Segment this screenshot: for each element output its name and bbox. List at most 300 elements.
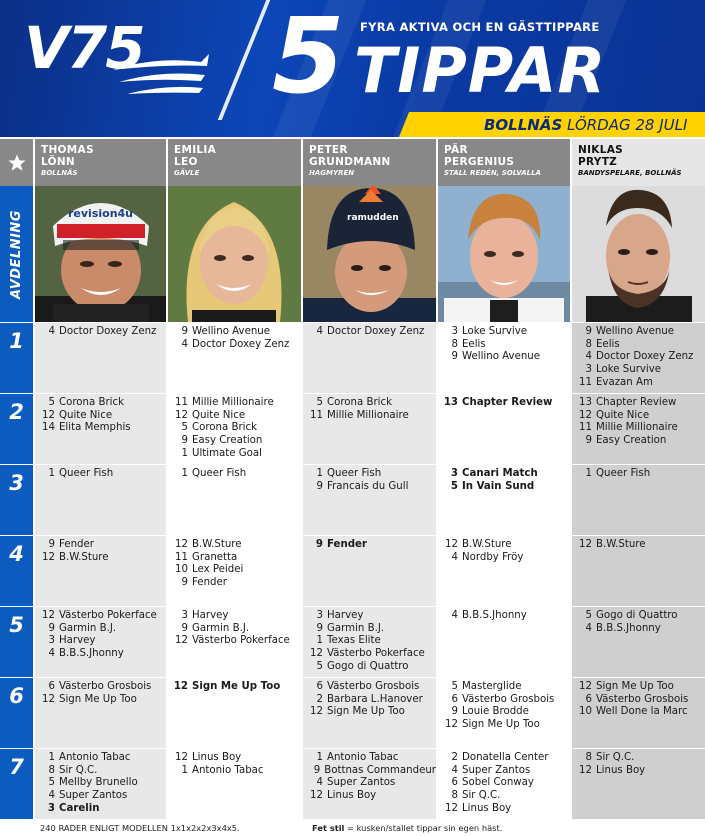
- horse-pick: [442, 752, 570, 765]
- beanie-sponsor: ramudden: [347, 213, 399, 223]
- horse-number: 5: [48, 397, 55, 408]
- horse-number: 11: [175, 551, 188, 563]
- v75-logo: [10, 8, 238, 108]
- horse-pick: [307, 706, 436, 719]
- horse-pick: [576, 539, 705, 552]
- race-number: 5: [0, 607, 33, 677]
- horse-number: 4: [316, 326, 323, 337]
- horse-name: Well Done la Marc: [596, 706, 688, 718]
- footer: [0, 820, 705, 836]
- race-row: [0, 749, 705, 820]
- horse-number: 12: [579, 681, 592, 692]
- horse-name: Västerbo Grosbois: [327, 681, 420, 692]
- horse-pick: [39, 777, 166, 790]
- horse-number: 14: [42, 422, 55, 434]
- horse-pick: [307, 790, 436, 803]
- horse-pick: [172, 468, 301, 481]
- horse-name: B.W.Sture: [462, 539, 512, 550]
- horse-number: 1: [48, 752, 55, 763]
- horse-pick: [442, 468, 570, 481]
- horse-name: Loke Survive: [596, 364, 662, 376]
- horse-pick: [442, 351, 570, 364]
- horse-number: 9: [48, 622, 55, 634]
- horse-number: 1: [181, 447, 188, 459]
- horse-name: Easy Creation: [596, 435, 667, 447]
- horse-name: Lex Peidei: [192, 564, 244, 576]
- race-number: 7: [0, 749, 33, 819]
- horse-number: 9: [48, 539, 55, 550]
- horse-name: Sir Q.C.: [462, 790, 501, 802]
- horse-number: 9: [451, 351, 458, 363]
- horse-number: 9: [451, 706, 458, 718]
- tipster-first-name: THOMAS: [41, 144, 94, 156]
- horse-pick: [442, 706, 570, 719]
- banner-title: TIPPAR: [354, 34, 607, 107]
- tips-cell: [168, 536, 301, 606]
- horse-name: B.W.Sture: [59, 551, 109, 563]
- horse-name: Doctor Doxey Zenz: [59, 326, 157, 337]
- horse-pick: [172, 752, 301, 765]
- tips-cell: [572, 536, 705, 606]
- tips-cell: [303, 536, 436, 606]
- horse-number: 12: [42, 409, 55, 421]
- tipster-header-1: [35, 139, 166, 186]
- horse-pick: [442, 481, 570, 494]
- horse-pick: [442, 539, 570, 552]
- tips-cell: [303, 394, 436, 464]
- horse-pick: [576, 468, 705, 481]
- horse-name: Doctor Doxey Zenz: [192, 338, 290, 350]
- horse-name: Harvey: [59, 635, 96, 647]
- horse-name: Mellby Brunello: [59, 777, 138, 789]
- horse-number: 3: [585, 364, 592, 376]
- horse-number: 12: [175, 752, 188, 763]
- horse-number: 8: [585, 752, 592, 763]
- horse-pick: [307, 765, 436, 778]
- horse-pick: [576, 364, 705, 377]
- tipster-place: BANDYSPELARE, BOLLNÄS: [578, 169, 682, 177]
- horse-pick: [172, 410, 301, 423]
- tipster-last-name: PRYTZ: [578, 156, 618, 168]
- horse-number: 4: [48, 326, 55, 337]
- horse-name: Sign Me Up Too: [462, 719, 540, 731]
- horse-pick: [307, 610, 436, 623]
- tipster-photo-1: [35, 186, 166, 322]
- avdelning-label-cell: [0, 186, 33, 322]
- horse-number: 11: [175, 397, 188, 408]
- horse-name: Gogo di Quattro: [596, 610, 678, 621]
- horse-number: 13: [579, 397, 592, 408]
- horse-name: B.B.S.Jhonny: [462, 610, 527, 621]
- horse-pick: [576, 435, 705, 448]
- horse-number: 4: [451, 551, 458, 563]
- horse-number: 1: [181, 468, 188, 479]
- tipster-photo-2: [168, 186, 301, 322]
- horse-number: 8: [451, 338, 458, 350]
- race-row: [0, 465, 705, 536]
- horse-name: Sir Q.C.: [596, 752, 635, 763]
- tipster-header-2: [168, 139, 301, 186]
- horse-pick: [576, 706, 705, 719]
- tips-cell: [168, 465, 301, 535]
- horse-number: 12: [175, 409, 188, 421]
- tips-cell: [438, 536, 570, 606]
- horse-number: 12: [42, 551, 55, 563]
- horse-number: 9: [585, 435, 592, 447]
- horse-pick: [39, 610, 166, 623]
- horse-pick: [307, 681, 436, 694]
- horse-pick: [442, 552, 570, 565]
- helmet-sponsor: revision4u: [68, 207, 134, 220]
- horse-number: 6: [585, 693, 592, 705]
- horse-name: Millie Millionaire: [327, 409, 409, 421]
- horse-pick: [307, 635, 436, 648]
- horse-name: Doctor Doxey Zenz: [327, 326, 425, 337]
- tipster-header-4: [438, 139, 570, 186]
- horse-pick: [172, 397, 301, 410]
- tipster-place: BOLLNÄS: [41, 169, 78, 177]
- horse-pick: [442, 719, 570, 732]
- horse-pick: [576, 339, 705, 352]
- horse-name: Masterglide: [462, 681, 522, 692]
- horse-number: 12: [175, 539, 188, 550]
- horse-number: 9: [181, 577, 188, 589]
- horse-name: Bottnas Commandeur: [324, 764, 436, 776]
- horse-pick: [307, 397, 436, 410]
- tips-cell: [303, 465, 436, 535]
- tipster-last-name: PERGENIUS: [444, 156, 515, 168]
- horse-name: Nordby Fröy: [462, 551, 524, 563]
- horse-number: 4: [48, 648, 55, 660]
- race-number: 6: [0, 678, 33, 748]
- horse-number: 3: [181, 610, 188, 621]
- tipster-place: STALL REDÉN, SOLVALLA: [444, 169, 541, 177]
- horse-number: 12: [173, 681, 188, 692]
- horse-number: 6: [48, 681, 55, 692]
- horse-number: 5: [316, 660, 323, 672]
- horse-name: Sign Me Up Too: [192, 681, 281, 692]
- horse-name: Elita Memphis: [59, 422, 131, 434]
- horse-name: B.B.S.Jhonny: [59, 648, 124, 660]
- horse-number: 3: [450, 468, 458, 479]
- horse-name: Antonio Tabac: [327, 752, 399, 763]
- horse-name: Eelis: [596, 338, 620, 350]
- horse-name: Corona Brick: [192, 422, 257, 434]
- horse-name: Eelis: [462, 338, 486, 350]
- footer-system-note: 240 RADER ENLIGT MODELLEN 1x1x2x2x3x4x5.: [40, 823, 240, 833]
- horse-name: Doctor Doxey Zenz: [596, 351, 694, 363]
- tipster-first-name: NIKLAS: [578, 144, 624, 156]
- horse-name: Västerbo Grosbois: [596, 693, 689, 705]
- tips-cell: [572, 749, 705, 819]
- horse-name: Super Zantos: [462, 764, 531, 776]
- horse-name: Antonio Tabac: [59, 752, 131, 763]
- date-line: [484, 116, 687, 134]
- tipster-first-name: PETER: [309, 144, 348, 156]
- race-number: 1: [0, 323, 33, 393]
- horse-pick: [172, 435, 301, 448]
- horse-number: 12: [579, 764, 592, 776]
- horse-pick: [576, 397, 705, 410]
- horse-name: Francais du Gull: [327, 480, 409, 492]
- horse-name: Corona Brick: [59, 397, 124, 408]
- horse-pick: [576, 681, 705, 694]
- horse-pick: [39, 752, 166, 765]
- horse-pick: [442, 790, 570, 803]
- horse-pick: [172, 339, 301, 352]
- v75-logo-text: V75: [24, 14, 144, 82]
- horse-name: Wellino Avenue: [596, 326, 675, 337]
- horse-number: 11: [579, 422, 592, 434]
- race-row: [0, 678, 705, 749]
- horse-name: Antonio Tabac: [192, 764, 264, 776]
- tips-cell: [438, 323, 570, 393]
- horse-pick: [307, 694, 436, 707]
- tips-cell: [35, 607, 166, 677]
- horse-number: 5: [48, 777, 55, 789]
- horse-pick: [39, 397, 166, 410]
- horse-pick: [39, 790, 166, 803]
- tips-cell: [438, 465, 570, 535]
- horse-pick: [172, 765, 301, 778]
- horse-number: 13: [443, 397, 458, 408]
- horse-number: 5: [451, 681, 458, 692]
- horse-pick: [307, 481, 436, 494]
- horse-number: 11: [310, 409, 323, 421]
- tipster-first-name: EMILIA: [174, 144, 217, 156]
- horse-number: 10: [579, 706, 592, 718]
- horse-pick: [576, 765, 705, 778]
- horse-name: Louie Brodde: [462, 706, 529, 718]
- horse-pick: [307, 623, 436, 636]
- horse-number: 4: [451, 610, 458, 621]
- race-number: 3: [0, 465, 33, 535]
- horse-number: 1: [316, 752, 323, 763]
- horse-name: Super Zantos: [327, 777, 396, 789]
- race-row: [0, 323, 705, 394]
- horse-pick: [307, 468, 436, 481]
- horse-pick: [442, 694, 570, 707]
- horse-name: Sign Me Up Too: [327, 706, 405, 718]
- star-corner: [0, 139, 33, 186]
- race-row: [0, 394, 705, 465]
- tipster-first-name: PÄR: [444, 144, 468, 156]
- race-row: [0, 536, 705, 607]
- footer-legend-rest: = kusken/stallet tippar sin egen häst.: [344, 823, 503, 833]
- horse-number: 12: [310, 790, 323, 802]
- horse-pick: [172, 564, 301, 577]
- horse-swoosh-icon: [105, 48, 225, 103]
- tips-cell: [572, 394, 705, 464]
- horse-number: 1: [316, 468, 323, 479]
- horse-pick: [39, 635, 166, 648]
- horse-pick: [576, 377, 705, 390]
- date-place: BOLLNÄS: [484, 116, 563, 134]
- horse-name: Corona Brick: [327, 397, 392, 408]
- horse-pick: [39, 765, 166, 778]
- horse-number: 8: [585, 338, 592, 350]
- tips-cell: [35, 536, 166, 606]
- horse-pick: [576, 351, 705, 364]
- tips-cell: [572, 323, 705, 393]
- horse-name: Västerbo Pokerface: [59, 610, 157, 621]
- horse-name: B.W.Sture: [192, 539, 242, 550]
- horse-name: Queer Fish: [596, 468, 651, 479]
- horse-number: 12: [445, 719, 458, 731]
- horse-name: Millie Millionaire: [192, 397, 274, 408]
- race-number: 2: [0, 394, 33, 464]
- horse-pick: [39, 326, 166, 339]
- horse-pick: [576, 410, 705, 423]
- horse-number: 12: [445, 539, 458, 550]
- horse-pick: [172, 681, 301, 694]
- horse-pick: [307, 539, 436, 552]
- tipster-last-name: GRUNDMANN: [309, 156, 391, 168]
- horse-number: 4: [585, 622, 592, 634]
- tipster-header-3: [303, 139, 436, 186]
- horse-number: 12: [42, 693, 55, 705]
- horse-number: 9: [316, 480, 323, 492]
- tips-cell: [572, 607, 705, 677]
- horse-name: Wellino Avenue: [192, 326, 271, 337]
- horse-pick: [172, 577, 301, 590]
- horse-number: 12: [310, 706, 323, 718]
- horse-pick: [442, 777, 570, 790]
- horse-name: Garmin B.J.: [59, 622, 117, 634]
- horse-name: Västerbo Pokerface: [327, 648, 425, 660]
- horse-name: Sir Q.C.: [59, 764, 98, 776]
- tipster-place: HAGMYREN: [309, 169, 355, 177]
- horse-pick: [39, 803, 166, 816]
- horse-pick: [172, 539, 301, 552]
- horse-name: Chapter Review: [462, 397, 553, 408]
- tips-cell: [35, 394, 166, 464]
- footer-legend: [312, 823, 502, 833]
- horse-pick: [442, 803, 570, 816]
- horse-name: Easy Creation: [192, 435, 263, 447]
- horse-number: 5: [316, 397, 323, 408]
- tips-cell: [168, 678, 301, 748]
- horse-pick: [172, 623, 301, 636]
- horse-number: 9: [181, 326, 188, 337]
- horse-number: 6: [316, 681, 323, 692]
- horse-number: 10: [175, 564, 188, 576]
- horse-name: Linus Boy: [192, 752, 242, 763]
- horse-name: B.W.Sture: [596, 539, 646, 550]
- horse-pick: [39, 422, 166, 435]
- horse-name: Harvey: [327, 610, 364, 621]
- horse-name: Linus Boy: [327, 790, 377, 802]
- tipster-header-guest: [572, 139, 705, 186]
- tipster-place: GÄVLE: [174, 169, 200, 177]
- horse-pick: [172, 422, 301, 435]
- tipster-photo-5: [572, 186, 705, 322]
- race-number: 4: [0, 536, 33, 606]
- horse-name: Linus Boy: [462, 802, 512, 814]
- horse-number: 5: [450, 480, 458, 492]
- horse-name: B.B.S.Jhonny: [596, 622, 661, 634]
- horse-pick: [442, 681, 570, 694]
- horse-number: 6: [451, 693, 458, 705]
- horse-name: Harvey: [192, 610, 229, 621]
- tips-cell: [168, 607, 301, 677]
- horse-name: Fender: [59, 539, 94, 550]
- horse-name: Queer Fish: [327, 468, 382, 479]
- footer-legend-bold: Fet stil: [312, 823, 345, 833]
- horse-name: Västerbo Grosbois: [59, 681, 152, 692]
- horse-pick: [307, 326, 436, 339]
- horse-name: Super Zantos: [59, 790, 128, 802]
- horse-pick: [39, 648, 166, 661]
- horse-number: 4: [181, 338, 188, 350]
- horse-number: 3: [48, 635, 55, 647]
- horse-pick: [172, 635, 301, 648]
- horse-number: 11: [579, 376, 592, 388]
- tips-cell: [438, 394, 570, 464]
- horse-name: In Vain Sund: [462, 480, 535, 492]
- horse-pick: [442, 397, 570, 410]
- horse-number: 12: [579, 539, 592, 550]
- horse-number: 4: [316, 777, 323, 789]
- tips-cell: [35, 678, 166, 748]
- horse-pick: [39, 552, 166, 565]
- horse-number: 1: [181, 764, 188, 776]
- tipster-last-name: LEO: [174, 156, 198, 168]
- horse-name: Chapter Review: [596, 397, 677, 408]
- horse-name: Texas Elite: [327, 635, 381, 647]
- horse-pick: [576, 610, 705, 623]
- tips-cell: [303, 607, 436, 677]
- tipster-last-name: LÖNN: [41, 156, 76, 168]
- tips-cell: [35, 323, 166, 393]
- tipster-photo-4: [438, 186, 570, 322]
- horse-number: 6: [451, 777, 458, 789]
- horse-number: 8: [48, 764, 55, 776]
- horse-pick: [576, 326, 705, 339]
- tips-cell: [303, 323, 436, 393]
- horse-name: Sign Me Up Too: [59, 693, 137, 705]
- horse-pick: [307, 648, 436, 661]
- horse-pick: [39, 623, 166, 636]
- horse-name: Sobel Conway: [462, 777, 534, 789]
- horse-number: 9: [585, 326, 592, 337]
- horse-number: 12: [445, 802, 458, 814]
- horse-number: 9: [181, 435, 188, 447]
- horse-pick: [442, 339, 570, 352]
- date-rest: LÖRDAG 28 JULI: [562, 116, 688, 134]
- horse-name: Garmin B.J.: [327, 622, 385, 634]
- horse-number: 12: [310, 648, 323, 660]
- horse-pick: [307, 777, 436, 790]
- horse-pick: [39, 681, 166, 694]
- horse-pick: [576, 623, 705, 636]
- tips-cell: [168, 749, 301, 819]
- tips-cell: [168, 323, 301, 393]
- horse-name: Linus Boy: [596, 764, 646, 776]
- horse-name: Granetta: [192, 551, 238, 563]
- horse-number: 1: [316, 635, 323, 647]
- horse-pick: [442, 765, 570, 778]
- horse-name: Fender: [327, 539, 367, 550]
- horse-name: Donatella Center: [462, 752, 549, 763]
- horse-number: 5: [585, 610, 592, 621]
- horse-name: Barbara L.Hanover: [327, 693, 423, 705]
- horse-number: 2: [316, 693, 323, 705]
- horse-pick: [39, 468, 166, 481]
- tips-cell: [438, 678, 570, 748]
- horse-number: 12: [42, 610, 55, 621]
- horse-pick: [172, 552, 301, 565]
